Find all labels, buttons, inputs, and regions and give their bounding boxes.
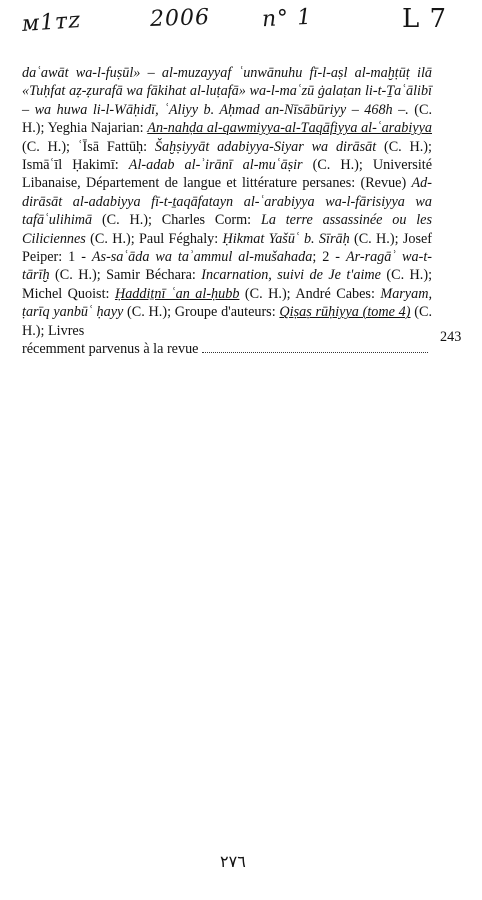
handwritten-annotation-issue: n° 1 bbox=[261, 4, 313, 33]
entry-title: Ar-ragāʾ wa-t-tārīḫ bbox=[22, 249, 432, 284]
dot-leader bbox=[202, 351, 428, 353]
entry-title: Šaḫṣiyyāt adabiyya-Siyar wa dirāsāt bbox=[154, 138, 377, 155]
entry-text: (C. H.); Yeghia Najarian: bbox=[22, 101, 432, 137]
handwritten-annotation-year: 2006 bbox=[149, 4, 211, 33]
toc-page-number: 243 bbox=[440, 329, 462, 345]
entry-title: Ad-dirāsāt al-adabiyya fī-t-ṯaqāfatayn al-ʿarabiyya wa-l-fārisiyya wa tafāʿulihimā bbox=[22, 175, 432, 229]
entry-text: (C. H.); Livres bbox=[22, 304, 432, 339]
entry-text: (C. H.); Charles Corm: bbox=[92, 212, 261, 229]
entry-text: (C. H.); Université Libanaise, Département de langue et littérature persanes: (Revue) bbox=[22, 157, 432, 192]
entry-last-line-text: récemment parvenus à la revue bbox=[22, 341, 199, 358]
entry-text: (C. H.); Samir Béchara: bbox=[49, 267, 202, 284]
handwritten-annotation-left: ᴍ1ᴛᴢ bbox=[21, 7, 82, 38]
entry-text: (C. H.); Paul Féghaly: bbox=[85, 230, 223, 247]
page-folio: ٢٧٦ bbox=[220, 852, 246, 871]
entry-title: Maryam, ṭarīq yanbūʿ ḥayy bbox=[22, 285, 432, 321]
entry-title: Incarnation, suivi de Je t'aime bbox=[201, 267, 381, 284]
entry-text: (C. H.); Josef Peiper: 1 - bbox=[22, 230, 432, 266]
entry-title: La terre assassinée ou les Ciliciennes bbox=[22, 212, 433, 247]
entry-text: ; 2 - bbox=[312, 249, 346, 266]
entry-title: Qiṣaṣ rūḥiyya (tome 4) bbox=[279, 304, 411, 321]
entry-text: (C. H.); ʿĪsā Fattūḥ: bbox=[22, 138, 155, 155]
entry-title: As-saʿāda wa taʾammul al-mušahada bbox=[91, 249, 313, 266]
handwritten-annotation-right: L 7 bbox=[402, 4, 448, 34]
toc-last-line bbox=[22, 340, 432, 358]
entry-text: (C. H.); Ismāʿīl Ḥakimī: bbox=[22, 138, 432, 174]
entry-title: Ḥikmat Yašūʿ b. Sīrāḥ bbox=[222, 230, 350, 247]
entry-text: (C. H.); André Cabes: bbox=[239, 285, 381, 302]
toc-entry-text bbox=[22, 64, 432, 359]
entry-title: An-nahḍa al-qawmiyya-al-Ṯaqāfiyya al-ʿarabiyya bbox=[147, 120, 433, 137]
entry-text: (C. H.); Michel Quoist: bbox=[22, 267, 433, 302]
entry-title: Al-adab al-ʾirānī al-muʿāṣir bbox=[128, 157, 303, 174]
entry-title: Ḥaddiṯnī ʿan al-ḥubb bbox=[114, 285, 240, 302]
entry-title-part: daʿawāt wa-l-fuṣūl» – al-muzayyaf ʿunwānuhu fī-l-aṣl al-maḫṭūṭ ilā «Tuḥfat aẓ-ẓurafā wa fākihat al-luṭafā» wa-l-maʿzū ġalaṭan li-t-Ṯaʿālibī – wa huwa li-l-Wāḥidī, ʿAliyy b. Aḥmad an-Nīsābūriyy – 468h –. bbox=[22, 65, 432, 118]
entry-text: (C. H.); Groupe d'auteurs: bbox=[123, 304, 280, 321]
